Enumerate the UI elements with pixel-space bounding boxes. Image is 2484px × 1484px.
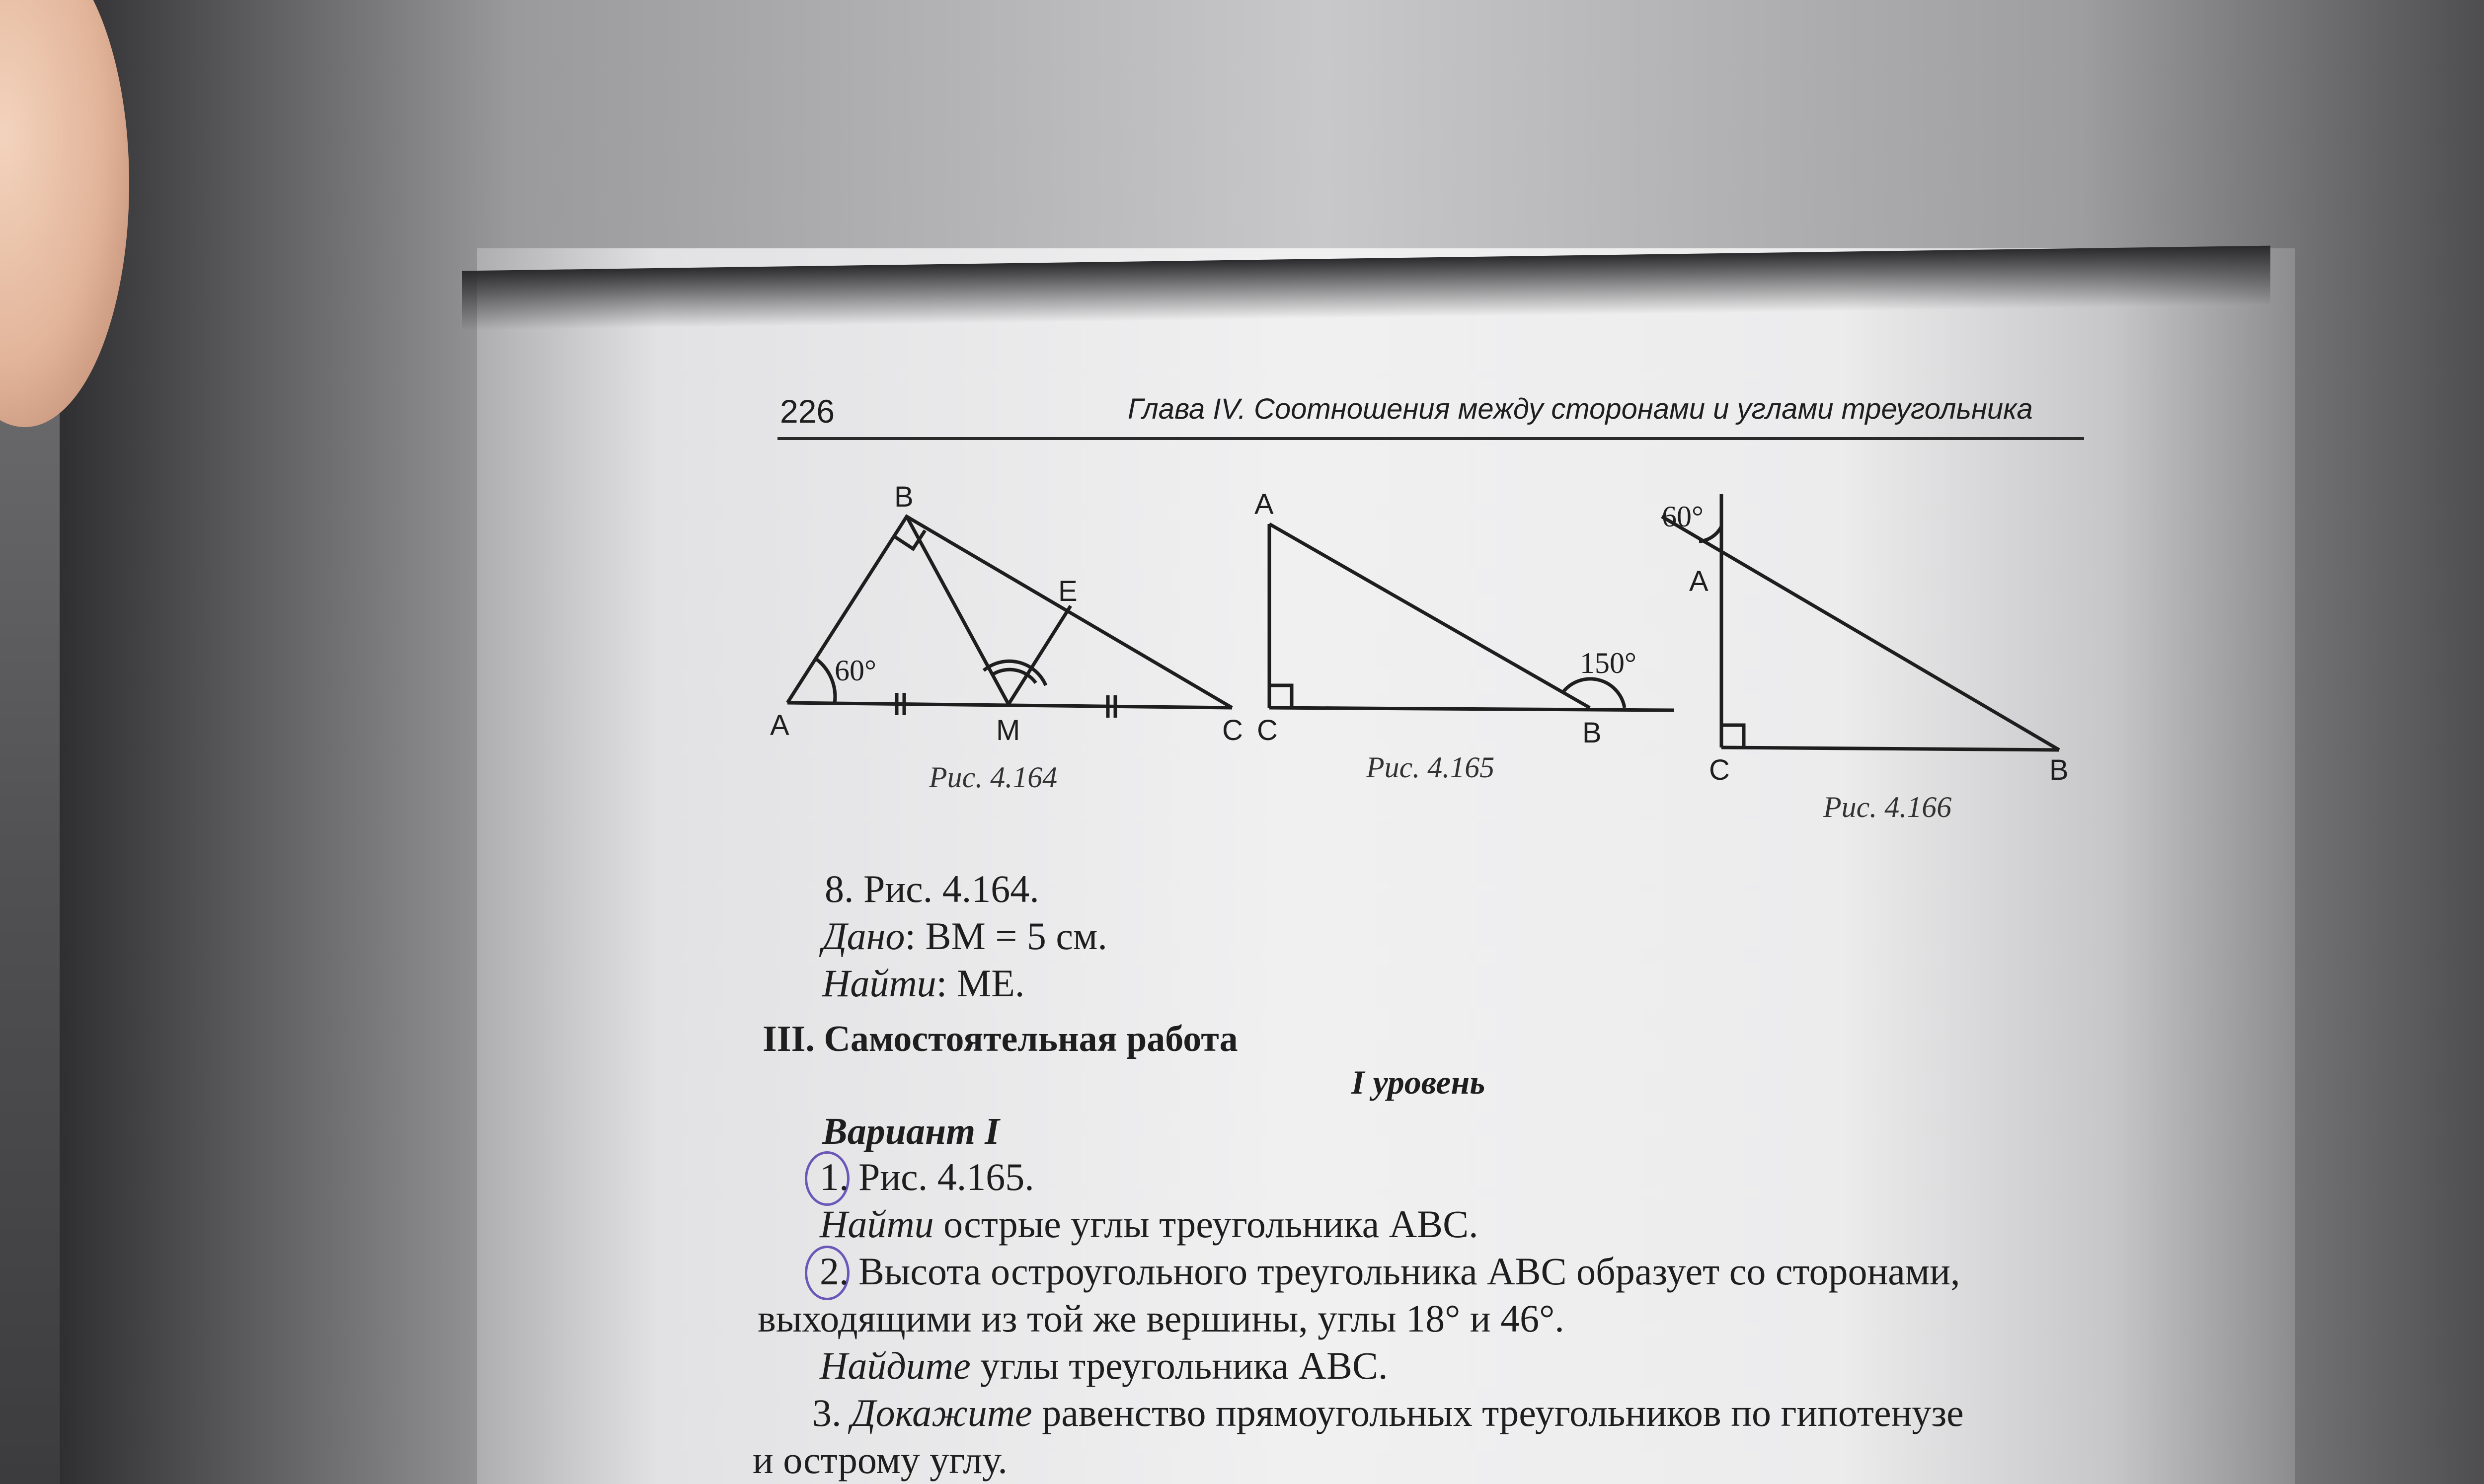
task3-line1 (812, 1391, 1964, 1435)
task2-find-label: Найдите (820, 1344, 971, 1387)
task3-label: Докажите (851, 1391, 1032, 1434)
fig166-caption: Рис. 4.166 (1823, 791, 1952, 823)
fig164-right-angle-mark (894, 530, 925, 549)
problem8-find-label: Найти (822, 962, 936, 1005)
task1-number: 1 (820, 1155, 839, 1198)
task2-line1 (820, 1249, 1960, 1294)
figure-4-164 (787, 517, 1232, 718)
fig166-label-c: C (1709, 754, 1730, 786)
fig165-angle-arc-b (1562, 679, 1625, 708)
fig164-segment-me (1009, 606, 1071, 704)
fig166-label-b: B (2049, 754, 2069, 786)
fig166-side-cb (1721, 747, 2059, 750)
fig164-label-c: C (1222, 714, 1243, 746)
section-title: III. Самостоятельная работа (763, 1019, 1238, 1059)
fig166-right-angle-mark (1721, 725, 1744, 747)
problem8-line1: 8. Рис. 4.164. (825, 867, 1039, 910)
fig164-caption: Рис. 4.164 (929, 761, 1058, 794)
section-level: I уровень (1351, 1063, 1485, 1101)
fig165-caption: Рис. 4.165 (1366, 751, 1495, 784)
problem8-given-text: : BM = 5 см. (905, 914, 1107, 958)
fig164-label-a: A (770, 709, 789, 742)
fig164-label-b: B (894, 481, 914, 513)
task2-number: 2 (820, 1250, 839, 1293)
problem8-given (822, 914, 1107, 959)
task1-find-label: Найти (820, 1202, 934, 1246)
task1-find-text: острые углы треугольника ABC. (933, 1202, 1478, 1246)
fig165-label-c: C (1257, 714, 1278, 746)
page-number: 226 (780, 393, 835, 430)
figure-4-165 (1269, 524, 1674, 710)
problem8-given-label: Дано (822, 914, 905, 958)
fig164-label-e: E (1058, 575, 1078, 607)
task1-ref: . Рис. 4.165. (839, 1155, 1034, 1198)
problem8-find (822, 961, 1024, 1006)
fig165-angle-label: 150° (1580, 647, 1636, 679)
task2-find (820, 1343, 1388, 1388)
problem8-find-text: : ME. (936, 962, 1025, 1005)
task1-line (820, 1155, 1034, 1199)
fig164-angle-label: 60° (835, 654, 876, 687)
fig165-label-b: B (1582, 717, 1602, 749)
variant-title: Вариант I (822, 1111, 1000, 1152)
fig165-right-angle-mark (1269, 685, 1292, 708)
fig166-angle-label: 60° (1662, 500, 1704, 533)
task2-text1: . Высота остроугольного треугольника ABC образует со сторонами, (839, 1250, 1960, 1293)
fig165-label-a: A (1254, 488, 1274, 520)
task3-text: равенство прямоугольных треугольников по гипотенузе (1032, 1391, 1964, 1434)
fig166-label-a: A (1689, 565, 1708, 597)
task1-find (820, 1202, 1478, 1247)
task3-number: 3. (812, 1391, 851, 1434)
fig165-side-cb-extended (1269, 708, 1674, 710)
fig165-side-ab (1269, 524, 1590, 708)
task2-find-text: углы треугольника ABC. (970, 1344, 1388, 1387)
fig164-label-m: M (996, 714, 1020, 746)
chapter-header: Глава IV. Соотношения между сторонами и углами треугольника (1128, 393, 2033, 425)
fig164-angle-arc-a (816, 659, 835, 703)
task2-line2: выходящими из той же вершины, углы 18° и 46°. (758, 1297, 1564, 1340)
task3-line2: и острому углу. (753, 1438, 1008, 1482)
figure-4-166 (1662, 494, 2059, 750)
